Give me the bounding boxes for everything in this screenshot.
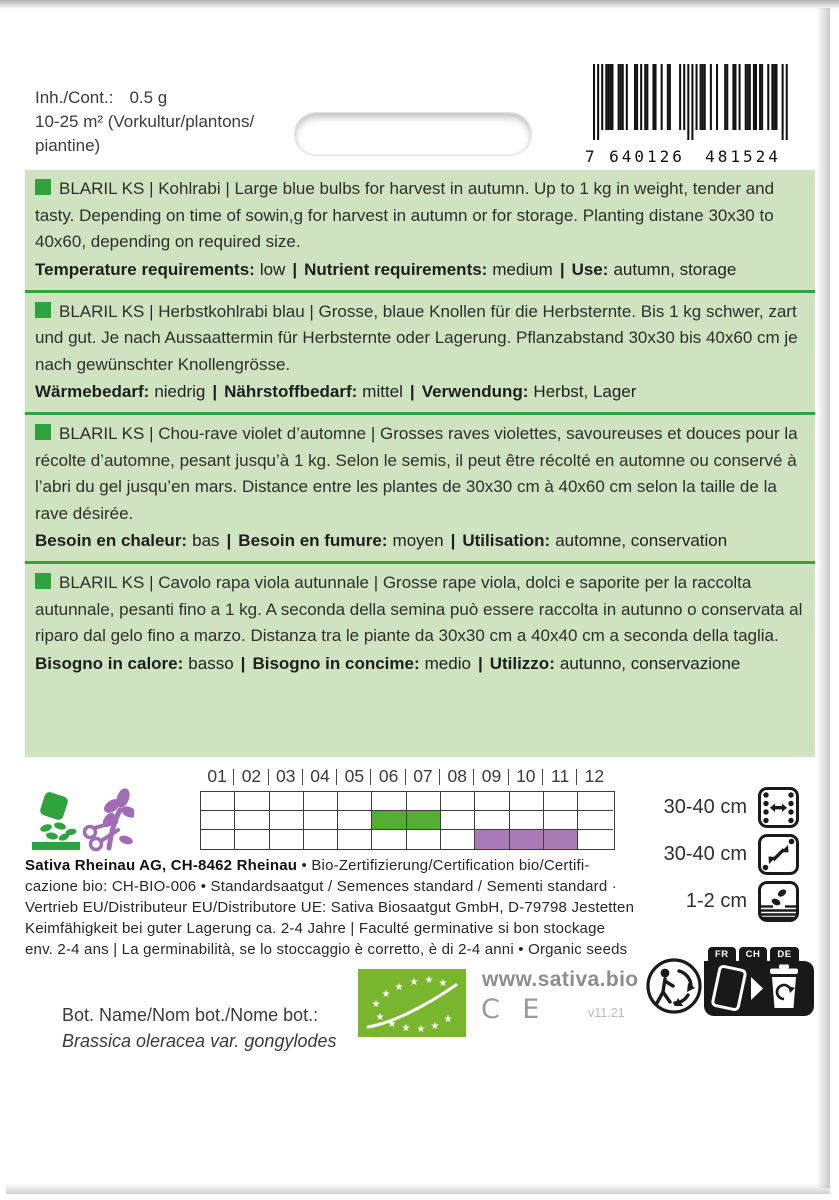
spec-separator: | [292, 259, 298, 279]
content-label: Inh./Cont.: [35, 88, 114, 107]
barcode-left-group: 640126 [609, 147, 685, 166]
spec-separator: | [450, 531, 456, 550]
variety-bullet-icon [35, 302, 51, 318]
calendar-cell-row-empty-01 [201, 792, 235, 811]
harvest-scissors-icon [82, 784, 134, 852]
spec-value: niedrig [154, 382, 206, 401]
packet-top-edge-shadow [0, 0, 839, 9]
spec-label: Nährstoffbedarf: [224, 382, 358, 401]
barcode-digits [585, 147, 797, 166]
svg-text:★: ★ [409, 977, 419, 988]
calendar-cell-sowing-07 [407, 811, 441, 830]
sowing-calendar [200, 766, 615, 850]
spec-value: bas [192, 531, 220, 550]
spec-separator: | [240, 653, 246, 673]
disposal-country-tabs [704, 947, 814, 961]
calendar-cell-harvest-06 [372, 830, 406, 849]
section-german [25, 290, 815, 413]
sowing-depth-icon [758, 881, 799, 922]
svg-text:★: ★ [371, 999, 381, 1010]
spec-value: medio [424, 653, 471, 673]
sowing-icon [30, 792, 84, 850]
content-line [35, 86, 254, 110]
company-info [25, 855, 645, 960]
company-name: Sativa Rheinau AG, CH-8462 Rheinau [25, 857, 298, 874]
spec-separator: | [559, 259, 565, 279]
svg-text:★: ★ [394, 982, 404, 993]
svg-text:★: ★ [430, 1021, 440, 1032]
calendar-cell-harvest-07 [407, 830, 441, 849]
spec-value: low [259, 259, 286, 279]
spec-value: moyen [392, 531, 444, 550]
spec-separator: | [477, 653, 483, 673]
spec-line [35, 256, 805, 283]
section-body [35, 176, 805, 256]
calendar-cell-harvest-10 [510, 830, 544, 849]
calendar-cell-harvest-11 [544, 830, 578, 849]
calendar-cell-row-empty-08 [441, 792, 475, 811]
spec-value: Herbst, Lager [533, 382, 637, 401]
variety-bullet-icon [35, 424, 51, 440]
description-panel [25, 170, 815, 757]
section-english [25, 170, 815, 290]
tab-de: DE [770, 947, 798, 961]
disposal-badge-body [704, 961, 814, 1016]
calendar-cell-harvest-02 [235, 830, 269, 849]
spec-separator: | [226, 531, 232, 550]
botanical-name-label: Bot. Name/Nom bot./Nome bot.: [62, 1005, 319, 1025]
spec-line [35, 378, 805, 405]
calendar-grid [200, 791, 615, 850]
spec-line [35, 650, 805, 677]
spec-label: Utilisation: [462, 531, 551, 550]
calendar-cell-row-empty-05 [338, 792, 372, 811]
spec-label: Temperature requirements: [35, 259, 255, 279]
calendar-month-label: 12 [584, 766, 605, 786]
calendar-cell-sowing-11 [544, 811, 578, 830]
tab-ch: CH [739, 947, 768, 961]
row-spacing-info [598, 786, 816, 828]
spec-label: Wärmebedarf: [35, 382, 150, 401]
coverage-area-line2: piantine) [35, 136, 101, 155]
spec-label: Bisogno in calore: [35, 653, 184, 673]
website-url: www.sativa.bio [482, 968, 639, 991]
calendar-month-label: 05 [337, 766, 371, 791]
calendar-cell-sowing-04 [304, 811, 338, 830]
spec-label: Verwendung: [421, 382, 529, 401]
eu-organic-logo [358, 969, 466, 1037]
barcode-lead-digit: 7 [585, 147, 595, 166]
svg-text:★: ★ [387, 1019, 397, 1030]
company-line [25, 855, 645, 876]
spec-label: Besoin en fumure: [238, 531, 388, 550]
calendar-cell-harvest-03 [270, 830, 304, 849]
tab-fr: FR [708, 947, 736, 961]
calendar-cell-row-empty-04 [304, 792, 338, 811]
calendar-month-label: 06 [371, 766, 405, 791]
section-text: BLARIL KS | Cavolo rapa viola autunnale | Grosse rape viola, dolci e saporite per la raccolta autunnale, pesanti fino a 1 kg. A seconda della semina può essere raccolta in autunno o conservata al riparo dal gelo fino a marzo. Distanza tra le piante da 30x30 cm a 40x40 cm a seconda della taglia. [35, 573, 803, 645]
botanical-name: Brassica oleracea var. gongylodes [62, 1031, 337, 1051]
calendar-cell-row-empty-02 [235, 792, 269, 811]
company-line: Vertrieb EU/Distributeur EU/Distributore UE: Sativa Biosaatgut GmbH, D-79798 Jestetten [25, 899, 635, 916]
variety-bullet-icon [35, 179, 51, 195]
barcode-bars [585, 64, 797, 140]
spec-value: mittel [362, 382, 403, 401]
calendar-cell-row-empty-09 [475, 792, 509, 811]
ce-mark: C E [481, 994, 547, 1025]
svg-text:★: ★ [443, 1014, 453, 1025]
spec-separator: | [212, 382, 218, 401]
calendar-month-label: 07 [406, 766, 440, 791]
calendar-cell-harvest-09 [475, 830, 509, 849]
spec-label: Utilizzo: [489, 653, 555, 673]
calendar-cell-harvest-08 [441, 830, 475, 849]
calendar-cell-row-empty-06 [372, 792, 406, 811]
row-spacing-icon [758, 787, 799, 828]
calendar-month-label: 11 [543, 766, 577, 791]
row-spacing-value: 30-40 cm [663, 795, 747, 818]
triman-recycling-icon [645, 957, 703, 1015]
spec-value: automne, conservation [555, 531, 728, 550]
calendar-cell-row-empty-07 [407, 792, 441, 811]
svg-text:★: ★ [401, 1023, 411, 1034]
calendar-cell-sowing-01 [201, 811, 235, 830]
section-italian [25, 561, 815, 684]
spec-label: Nutrient requirements: [304, 259, 488, 279]
calendar-cell-row-empty-11 [544, 792, 578, 811]
section-body [35, 299, 805, 379]
packet-bottom-edge-shadow [6, 1184, 830, 1194]
svg-text:★: ★ [416, 1024, 426, 1035]
calendar-month-label: 04 [303, 766, 337, 791]
section-text: BLARIL KS | Herbstkohlrabi blau | Grosse, blaue Knollen für die Herbsternte. Bis 1 kg schwer, zart und gut. Je nach Aussaattermin für Herbsternte oder Lagerung. Pflanzabstand 30x30 bis 40x60 cm je nach gewünschter Knollengrösse. [35, 301, 798, 374]
svg-text:★: ★ [438, 978, 448, 989]
calendar-month-label: 01 [200, 766, 234, 791]
calendar-months [200, 766, 615, 791]
calendar-cell-sowing-02 [235, 811, 269, 830]
company-line: cazione bio: CH-BIO-006 • Standardsaatgut / Semences standard / Sementi standard · [25, 878, 617, 895]
company-line: env. 2-4 ans | La germinabilità, se lo stoccaggio è corretto, è di 2-4 anni • Organic seeds [25, 941, 628, 958]
plant-spacing-value: 30-40 cm [663, 842, 747, 865]
spec-line [35, 527, 805, 554]
calendar-cell-sowing-09 [475, 811, 509, 830]
packet-to-bin-icon [704, 961, 814, 1016]
calendar-cell-harvest-05 [338, 830, 372, 849]
spec-label: Bisogno in concime: [252, 653, 420, 673]
calendar-cell-sowing-05 [338, 811, 372, 830]
calendar-month-label: 10 [509, 766, 543, 791]
calendar-cell-row-empty-10 [510, 792, 544, 811]
spec-value: medium [492, 259, 553, 279]
barcode-right-group: 481524 [705, 147, 781, 166]
calendar-month-label: 02 [234, 766, 268, 791]
svg-text:★: ★ [381, 989, 391, 1000]
spec-label: Use: [571, 259, 609, 279]
content-info [35, 86, 254, 158]
svg-text:★: ★ [424, 975, 434, 986]
company-line: Keimfähigkeit bei guter Lagerung ca. 2-4 Jahre | Faculté germinative si bon stockage [25, 920, 606, 937]
section-body [35, 421, 805, 527]
company-line1-rest: • Bio-Zertifizierung/Certification bio/Certifi- [297, 857, 590, 874]
calendar-month-label: 03 [269, 766, 303, 791]
svg-text:★: ★ [375, 1012, 385, 1023]
spec-value: autunno, conservazione [559, 653, 741, 673]
hang-hole-cutout [294, 112, 532, 156]
barcode [585, 64, 797, 166]
variety-bullet-icon [35, 573, 51, 589]
calendar-cell-sowing-03 [270, 811, 304, 830]
section-body [35, 570, 805, 650]
botanical-name-block [62, 1002, 336, 1054]
calendar-cell-sowing-06 [372, 811, 406, 830]
spec-value: basso [188, 653, 234, 673]
section-text: BLARIL KS | Chou-rave violet d’automne | Grosses raves violettes, savoureuses et douces pour la récolte d’automne, pesant jusqu’à 1 kg. Selon le semis, il peut être récolté en automne ou conservé à l’abri du gel jusqu’en mars. Distance entre les plantes de 30x30 cm à 40x60 cm selon la taille de la rave désirée. [35, 424, 798, 523]
calendar-cell-harvest-01 [201, 830, 235, 849]
version-number: v11.21 [588, 1006, 625, 1020]
spec-value: autumn, storage [613, 259, 737, 279]
calendar-cell-sowing-08 [441, 811, 475, 830]
spec-label: Besoin en chaleur: [35, 531, 188, 550]
disposal-badge [704, 947, 814, 1016]
calendar-month-label: 09 [474, 766, 508, 791]
section-french [25, 412, 815, 561]
content-value: 0.5 g [129, 88, 168, 107]
plant-spacing-icon [758, 834, 799, 875]
spec-separator: | [409, 382, 415, 401]
calendar-month-label: 08 [440, 766, 474, 791]
calendar-cell-harvest-04 [304, 830, 338, 849]
packet-right-edge-shadow [817, 8, 830, 1188]
coverage-area-line1: 10-25 m² (Vorkultur/plantons/ [35, 112, 255, 131]
calendar-cell-sowing-10 [510, 811, 544, 830]
section-text: BLARIL KS | Kohlrabi | Large blue bulbs for harvest in autumn. Up to 1 kg in weight, tender and tasty. Depending on time of sowin,g for harvest in autumn or for storage. Planting distane 30x30 to 40x60, depending on required size. [35, 179, 775, 251]
sowing-depth-value: 1-2 cm [685, 889, 747, 912]
calendar-cell-row-empty-03 [270, 792, 304, 811]
